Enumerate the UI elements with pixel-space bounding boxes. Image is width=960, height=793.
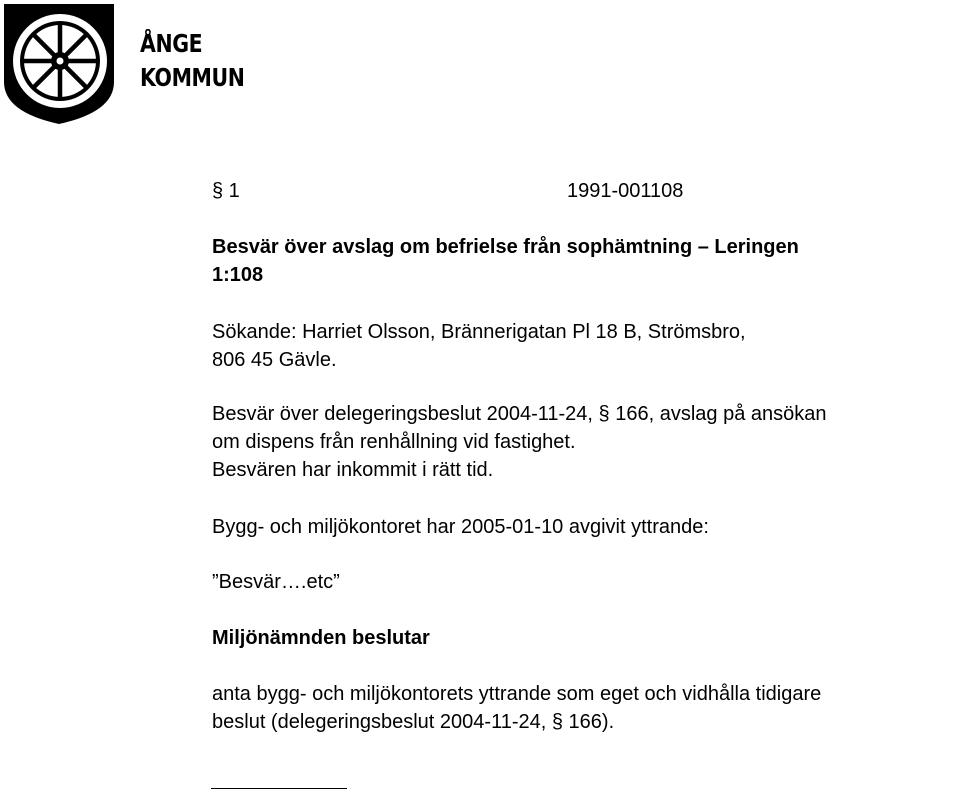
appeal-line3: Besvären har inkommit i rätt tid. [212,459,494,481]
case-title-line2: 1:108 [212,264,264,286]
case-number: 1991-001108 [567,180,684,202]
municipality-name-line2: KOMMUN [140,63,245,92]
wheel-icon [13,14,107,108]
municipality-coat-of-arms [0,0,120,128]
applicant-line2: 806 45 Gävle. [212,349,337,371]
decision-line1: anta bygg- och miljökontorets yttrande som eget och vidhålla tidigare [212,683,822,705]
applicant-line1: Sökande: Harriet Olsson, Brännerigatan Pl 18 B, Strömsbro, [212,321,746,343]
municipality-name [140,27,245,95]
appeal-line2: om dispens från renhållning vid fastighet. [212,431,576,453]
separator-line [211,788,347,789]
municipality-name-line1: ÅNGE [140,29,203,58]
statement-quote: ”Besvär….etc” [212,571,340,593]
decision-line2: beslut (delegeringsbeslut 2004-11-24, § 166). [212,711,615,733]
appeal-line1: Besvär över delegeringsbeslut 2004-11-24, § 166, avslag på ansökan [212,403,827,425]
statement-intro: Bygg- och miljökontoret har 2005-01-10 avgivit yttrande: [212,516,709,538]
decision-heading: Miljönämnden beslutar [212,627,430,649]
paragraph-number: § 1 [212,180,240,202]
case-title-line1: Besvär över avslag om befrielse från sophämtning – Leringen [212,236,799,258]
